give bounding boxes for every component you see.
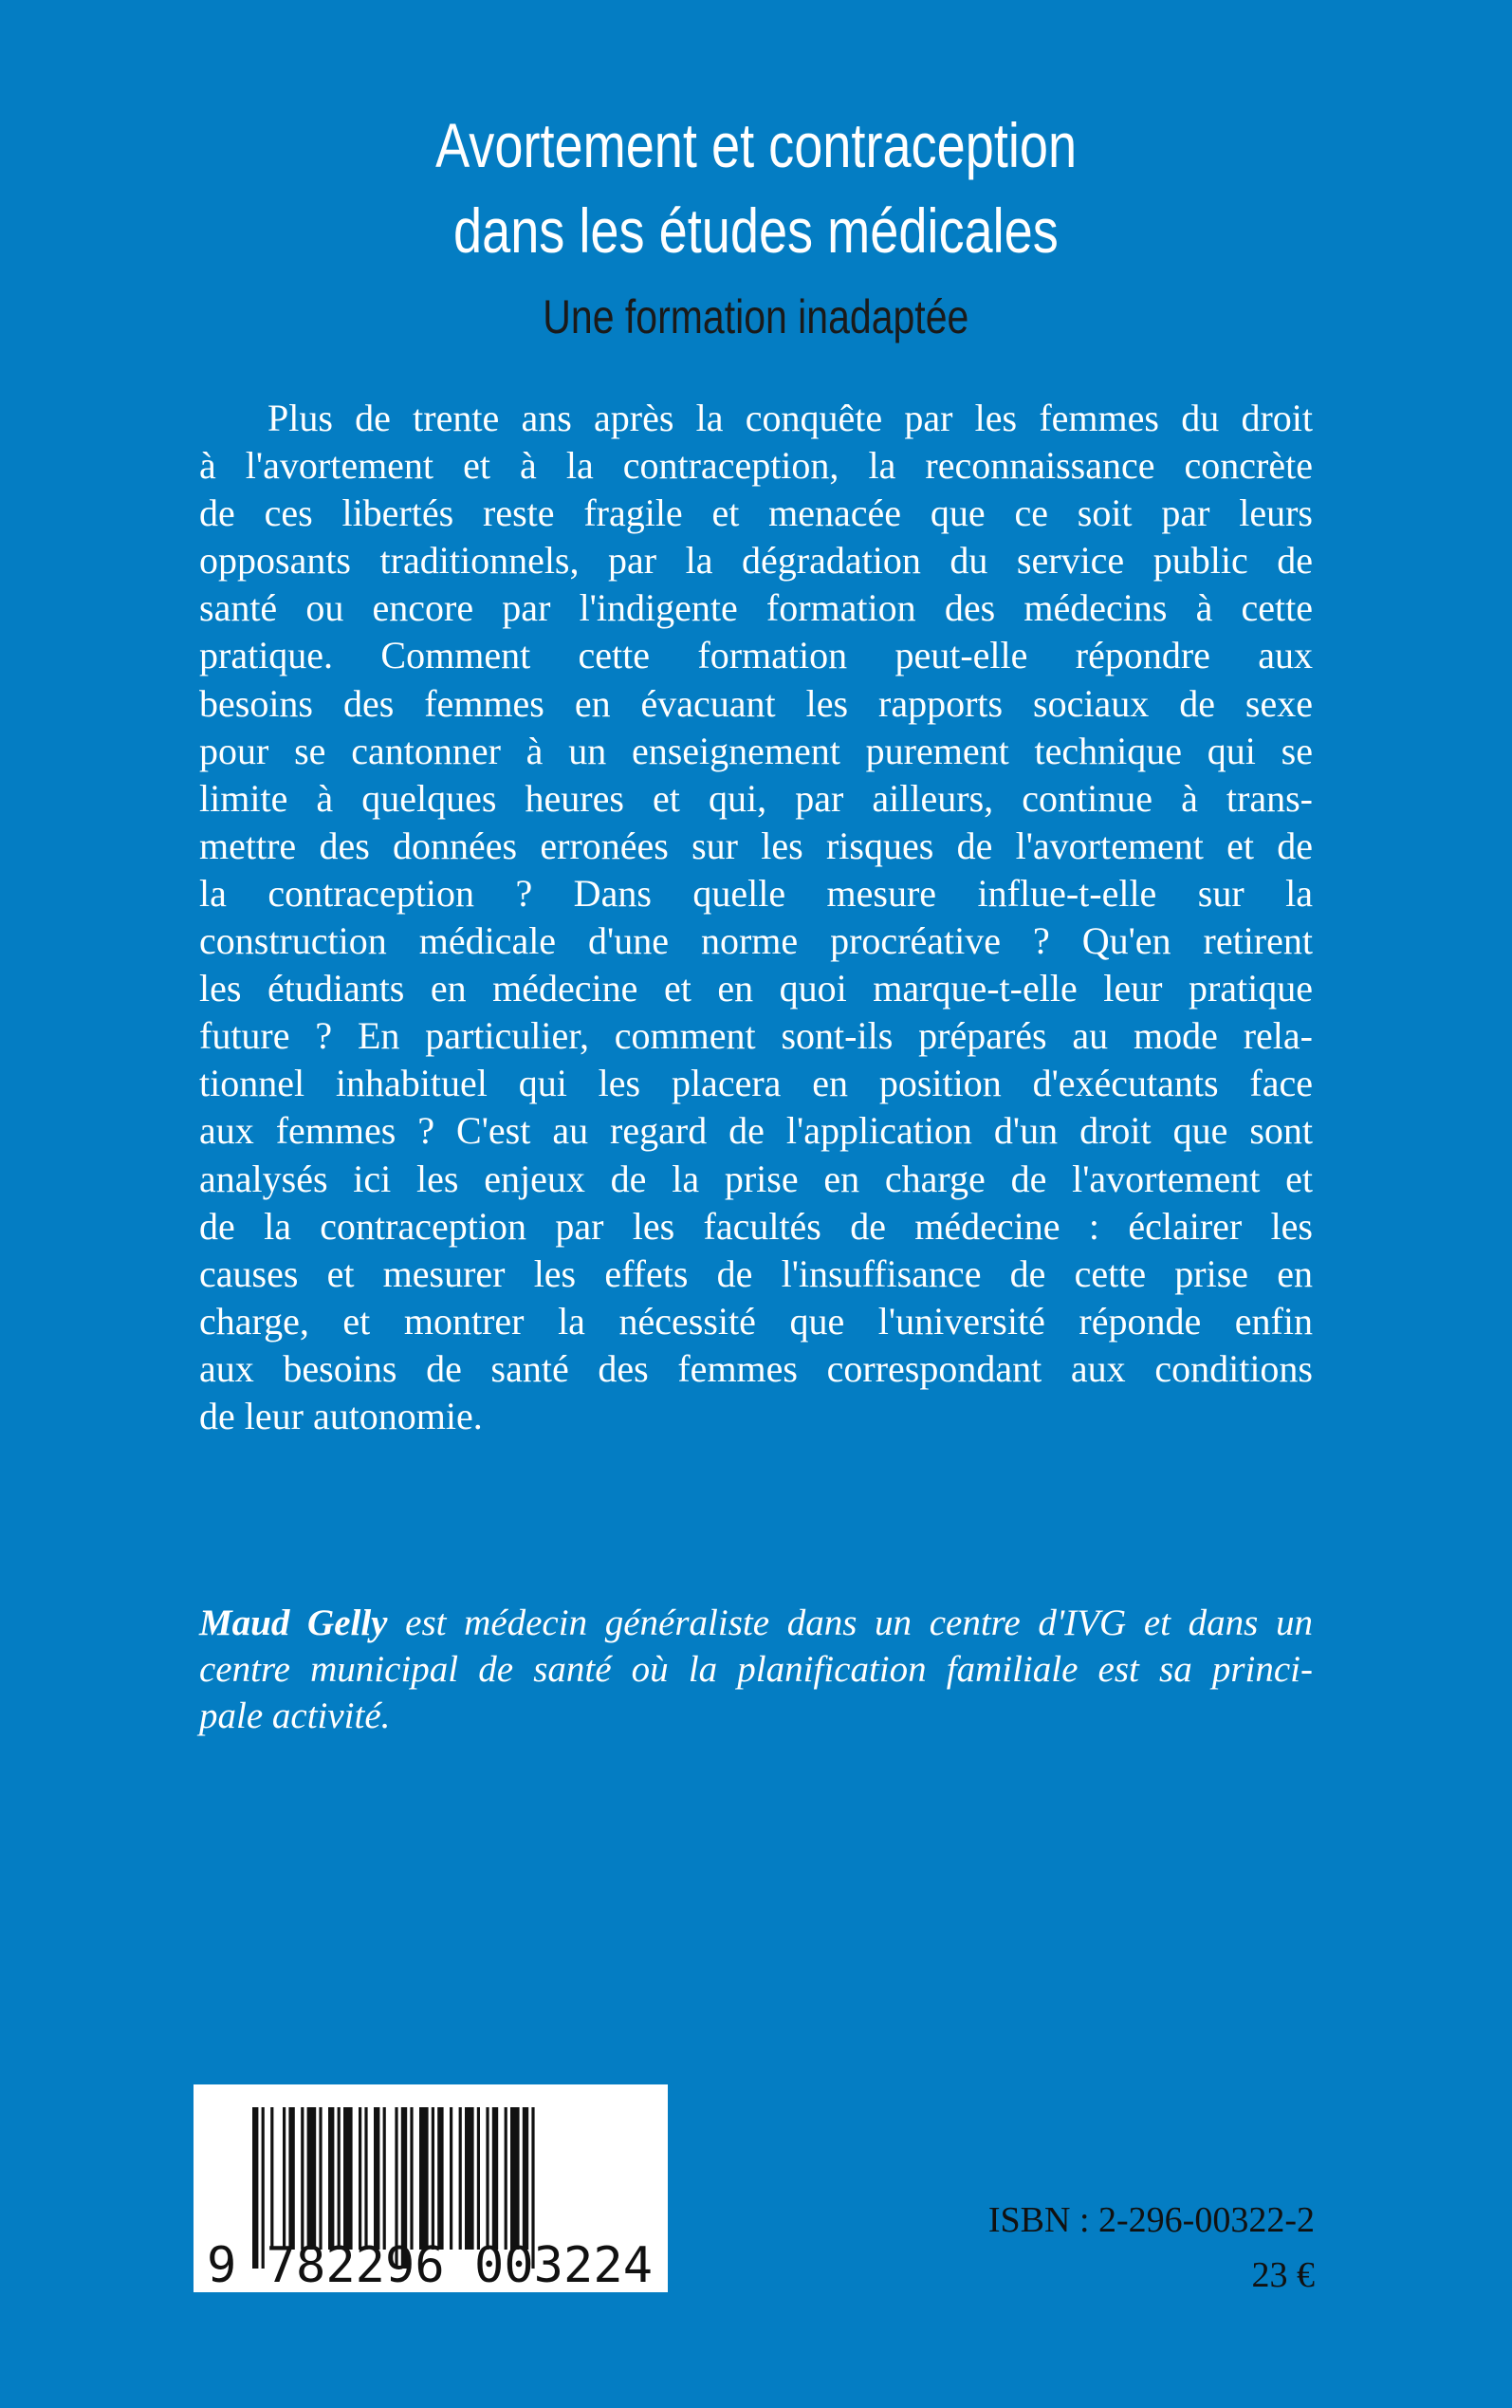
barcode-bar — [364, 2107, 367, 2250]
author-name: Maud Gelly — [199, 1602, 388, 1643]
barcode-digits: 9 782296 003224 — [207, 2237, 653, 2292]
title-text: Avortement et contraception — [435, 110, 1077, 180]
barcode — [194, 2084, 668, 2292]
summary-line: aux femmes ? C'est au regard de l'application d'un droit que sont — [199, 1109, 1313, 1153]
barcode-bar — [374, 2107, 379, 2250]
author-bio-text: est médecin généraliste dans un centre d'IVG et dans un — [387, 1602, 1314, 1643]
barcode-bar — [486, 2107, 489, 2250]
barcode-bar — [328, 2107, 334, 2250]
author-bio-line: pale activité. — [199, 1695, 391, 1736]
summary-line: limite à quelques heures et qui, par ailleurs, continue à trans- — [199, 776, 1313, 820]
book-title-line-2 — [0, 195, 1512, 266]
summary-line: besoins des femmes en évacuant les rapports sociaux de sexe — [199, 681, 1313, 725]
barcode-bar — [383, 2107, 386, 2250]
barcode-bar — [319, 2107, 322, 2250]
barcode-bar — [432, 2107, 434, 2250]
price: 23 € — [1251, 2255, 1315, 2295]
barcode-bar — [450, 2107, 452, 2250]
summary-line: analysés ici les enjeux de la prise en charge de l'avortement et — [199, 1157, 1313, 1200]
barcode-bar — [523, 2107, 528, 2250]
barcode-bar — [270, 2107, 273, 2250]
barcode-bar — [477, 2107, 480, 2250]
summary-line: pour se cantonner à un enseignement purement technique qui se — [199, 729, 1313, 772]
summary-line: les étudiants en médecine et en quoi marque-t-elle leur pratique — [199, 967, 1313, 1010]
summary-line: charge, et montrer la nécessité que l'université réponde enfin — [199, 1299, 1313, 1343]
isbn: ISBN : 2-296-00322-2 — [987, 2200, 1315, 2240]
author-bio-line — [199, 1600, 1313, 1646]
summary-text — [199, 395, 1313, 1440]
summary-line: santé ou encore par l'indigente formation des médecins à cette — [199, 586, 1313, 630]
summary-line: causes et mesurer les effets de l'insuffisance de cette prise en — [199, 1251, 1313, 1295]
summary-line: de la contraception par les facultés de médecine : éclairer les — [199, 1204, 1313, 1248]
barcode-bar — [359, 2107, 361, 2250]
subtitle-text: Une formation inadaptée — [543, 290, 969, 343]
barcode-bar — [437, 2107, 443, 2250]
summary-line: Plus de trente ans après la conquête par les femmes du droit — [267, 397, 1313, 439]
barcode-bar — [419, 2107, 429, 2250]
barcode-bar — [510, 2107, 520, 2250]
book-subtitle — [0, 290, 1512, 343]
summary-line: aux besoins de santé des femmes correspondant aux conditions — [199, 1346, 1313, 1390]
summary-line: pratique. Comment cette formation peut-elle répondre aux — [199, 634, 1313, 677]
barcode-bar — [288, 2107, 294, 2250]
barcode-bar — [283, 2107, 286, 2250]
barcode-bar — [343, 2107, 353, 2250]
author-bio — [199, 1600, 1313, 1739]
summary-line: de ces libertés reste fragile et menacée que ce soit par leurs — [199, 491, 1313, 535]
barcode-bar — [338, 2107, 341, 2250]
summary-line: mettre des données erronées sur les risques de l'avortement et de — [199, 824, 1313, 867]
author-bio-line: centre municipal de santé où la planification familiale est sa princi- — [199, 1649, 1313, 1690]
summary-line: la contraception ? Dans quelle mesure influe-t-elle sur la — [199, 871, 1313, 915]
summary-line: de leur autonomie. — [199, 1394, 483, 1437]
book-title-line-1 — [0, 110, 1512, 180]
barcode-bar — [492, 2107, 498, 2250]
summary-line: construction médicale d'une norme procréative ? Qu'en retirent — [199, 919, 1313, 963]
summary-line: future ? En particulier, comment sont-ils préparés au mode rela- — [199, 1014, 1313, 1058]
barcode-bar — [459, 2107, 462, 2250]
barcode-bars — [194, 2084, 668, 2292]
barcode-bar — [301, 2107, 304, 2250]
barcode-bar — [307, 2107, 317, 2250]
summary-line: opposants traditionnels, par la dégradation du service public de — [199, 539, 1313, 583]
barcode-bar — [410, 2107, 413, 2250]
barcode-bar — [505, 2107, 507, 2250]
summary-line: tionnel inhabituel qui les placera en position d'exécutants face — [199, 1062, 1313, 1105]
title-text: dans les études médicales — [453, 195, 1059, 266]
summary-line: à l'avortement et à la contraception, la reconnaissance concrète — [199, 444, 1313, 488]
barcode-bar — [465, 2107, 474, 2250]
